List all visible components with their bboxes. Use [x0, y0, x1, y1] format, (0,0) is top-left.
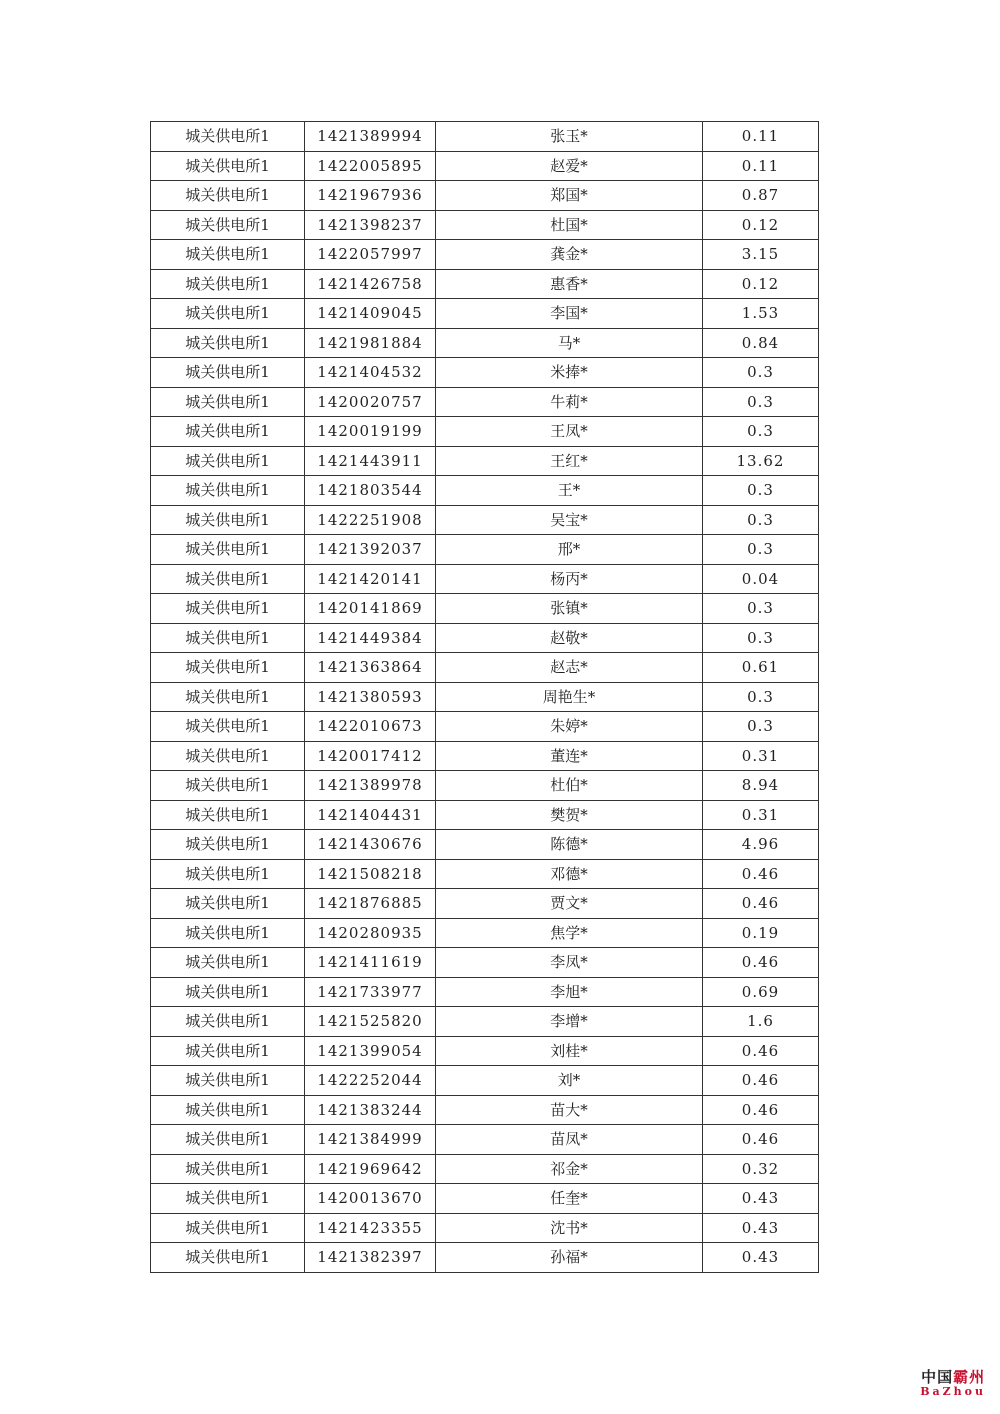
amount-cell: 0.46 [703, 1066, 819, 1096]
customer-name-cell: 邢* [436, 535, 703, 565]
amount-cell: 0.32 [703, 1154, 819, 1184]
customer-name-cell: 赵志* [436, 653, 703, 683]
account-number-cell: 1421398237 [305, 210, 436, 240]
table-row [151, 1184, 819, 1214]
amount-cell: 0.3 [703, 623, 819, 653]
account-number-cell: 1421404532 [305, 358, 436, 388]
amount-cell: 0.46 [703, 948, 819, 978]
amount-cell: 0.43 [703, 1213, 819, 1243]
account-number-cell: 1421508218 [305, 859, 436, 889]
account-number-cell: 1421443911 [305, 446, 436, 476]
record-table [150, 121, 819, 1273]
station-cell: 城关供电所1 [151, 623, 305, 653]
account-number-cell: 1421423355 [305, 1213, 436, 1243]
account-number-cell: 1420141869 [305, 594, 436, 624]
amount-cell: 1.6 [703, 1007, 819, 1037]
account-number-cell: 1421525820 [305, 1007, 436, 1037]
customer-name-cell: 龚金* [436, 240, 703, 270]
station-cell: 城关供电所1 [151, 181, 305, 211]
station-cell: 城关供电所1 [151, 564, 305, 594]
station-cell: 城关供电所1 [151, 1007, 305, 1037]
station-cell: 城关供电所1 [151, 712, 305, 742]
account-number-cell: 1420017412 [305, 741, 436, 771]
customer-name-cell: 董连* [436, 741, 703, 771]
customer-name-cell: 李凤* [436, 948, 703, 978]
amount-cell: 0.84 [703, 328, 819, 358]
account-number-cell: 1421449384 [305, 623, 436, 653]
account-number-cell: 1421411619 [305, 948, 436, 978]
watermark-title-suffix: 霸州 [953, 1368, 986, 1386]
amount-cell: 0.04 [703, 564, 819, 594]
amount-cell: 0.46 [703, 1125, 819, 1155]
amount-cell: 0.31 [703, 741, 819, 771]
station-cell: 城关供电所1 [151, 1095, 305, 1125]
customer-name-cell: 刘* [436, 1066, 703, 1096]
account-number-cell: 1422252044 [305, 1066, 436, 1096]
table-row [151, 181, 819, 211]
station-cell: 城关供电所1 [151, 1213, 305, 1243]
station-cell: 城关供电所1 [151, 299, 305, 329]
station-cell: 城关供电所1 [151, 151, 305, 181]
account-number-cell: 1420019199 [305, 417, 436, 447]
account-number-cell: 1421399054 [305, 1036, 436, 1066]
station-cell: 城关供电所1 [151, 594, 305, 624]
amount-cell: 0.3 [703, 417, 819, 447]
amount-cell: 0.43 [703, 1243, 819, 1273]
customer-name-cell: 邓德* [436, 859, 703, 889]
table-row [151, 535, 819, 565]
table-row [151, 240, 819, 270]
account-number-cell: 1421981884 [305, 328, 436, 358]
account-number-cell: 1422010673 [305, 712, 436, 742]
customer-name-cell: 樊贺* [436, 800, 703, 830]
watermark-subtitle: BaZhou [920, 1385, 986, 1398]
customer-name-cell: 任奎* [436, 1184, 703, 1214]
amount-cell: 13.62 [703, 446, 819, 476]
table-row [151, 328, 819, 358]
customer-name-cell: 李旭* [436, 977, 703, 1007]
account-number-cell: 1422251908 [305, 505, 436, 535]
table-row [151, 653, 819, 683]
table-row [151, 1095, 819, 1125]
amount-cell: 8.94 [703, 771, 819, 801]
amount-cell: 0.3 [703, 387, 819, 417]
station-cell: 城关供电所1 [151, 859, 305, 889]
table-row [151, 446, 819, 476]
customer-name-cell: 王凤* [436, 417, 703, 447]
station-cell: 城关供电所1 [151, 269, 305, 299]
customer-name-cell: 杜伯* [436, 771, 703, 801]
watermark-title [920, 1366, 986, 1387]
station-cell: 城关供电所1 [151, 417, 305, 447]
station-cell: 城关供电所1 [151, 1125, 305, 1155]
amount-cell: 0.3 [703, 712, 819, 742]
amount-cell: 0.46 [703, 889, 819, 919]
station-cell: 城关供电所1 [151, 1066, 305, 1096]
table-row [151, 476, 819, 506]
table-row [151, 1007, 819, 1037]
customer-name-cell: 苗大* [436, 1095, 703, 1125]
table-row [151, 387, 819, 417]
station-cell: 城关供电所1 [151, 948, 305, 978]
amount-cell: 1.53 [703, 299, 819, 329]
customer-name-cell: 赵爱* [436, 151, 703, 181]
account-number-cell: 1421363864 [305, 653, 436, 683]
table-row [151, 800, 819, 830]
station-cell: 城关供电所1 [151, 918, 305, 948]
table-row [151, 712, 819, 742]
table-row [151, 682, 819, 712]
table-row [151, 1066, 819, 1096]
amount-cell: 0.46 [703, 1036, 819, 1066]
account-number-cell: 1420013670 [305, 1184, 436, 1214]
account-number-cell: 1421876885 [305, 889, 436, 919]
amount-cell: 0.11 [703, 151, 819, 181]
customer-name-cell: 焦学* [436, 918, 703, 948]
record-table-body [151, 122, 819, 1273]
customer-name-cell: 马* [436, 328, 703, 358]
station-cell: 城关供电所1 [151, 328, 305, 358]
station-cell: 城关供电所1 [151, 800, 305, 830]
station-cell: 城关供电所1 [151, 653, 305, 683]
account-number-cell: 1420280935 [305, 918, 436, 948]
amount-cell: 0.19 [703, 918, 819, 948]
account-number-cell: 1421430676 [305, 830, 436, 860]
customer-name-cell: 陈德* [436, 830, 703, 860]
account-number-cell: 1421409045 [305, 299, 436, 329]
customer-name-cell: 张玉* [436, 122, 703, 152]
customer-name-cell: 贾文* [436, 889, 703, 919]
table-row [151, 830, 819, 860]
customer-name-cell: 郑国* [436, 181, 703, 211]
customer-name-cell: 惠香* [436, 269, 703, 299]
table-row [151, 623, 819, 653]
account-number-cell: 1421392037 [305, 535, 436, 565]
station-cell: 城关供电所1 [151, 771, 305, 801]
table-row [151, 505, 819, 535]
customer-name-cell: 朱婷* [436, 712, 703, 742]
station-cell: 城关供电所1 [151, 358, 305, 388]
watermark-title-prefix: 中国 [921, 1368, 954, 1386]
amount-cell: 4.96 [703, 830, 819, 860]
account-number-cell: 1421733977 [305, 977, 436, 1007]
table-row [151, 1036, 819, 1066]
table-row [151, 269, 819, 299]
table-row [151, 151, 819, 181]
table-row [151, 948, 819, 978]
customer-name-cell: 沈书* [436, 1213, 703, 1243]
customer-name-cell: 李国* [436, 299, 703, 329]
amount-cell: 0.31 [703, 800, 819, 830]
customer-name-cell: 王红* [436, 446, 703, 476]
table-row [151, 594, 819, 624]
account-number-cell: 1421383244 [305, 1095, 436, 1125]
account-number-cell: 1421420141 [305, 564, 436, 594]
table-row [151, 977, 819, 1007]
account-number-cell: 1422057997 [305, 240, 436, 270]
table-row [151, 1125, 819, 1155]
table-row [151, 299, 819, 329]
station-cell: 城关供电所1 [151, 1243, 305, 1273]
table-row [151, 122, 819, 152]
station-cell: 城关供电所1 [151, 741, 305, 771]
table-row [151, 358, 819, 388]
amount-cell: 0.3 [703, 535, 819, 565]
station-cell: 城关供电所1 [151, 446, 305, 476]
amount-cell: 0.3 [703, 594, 819, 624]
amount-cell: 0.46 [703, 859, 819, 889]
account-number-cell: 1421380593 [305, 682, 436, 712]
table-row [151, 564, 819, 594]
account-number-cell: 1421803544 [305, 476, 436, 506]
table-row [151, 1213, 819, 1243]
customer-name-cell: 杨丙* [436, 564, 703, 594]
customer-name-cell: 周艳生* [436, 682, 703, 712]
customer-name-cell: 米捧* [436, 358, 703, 388]
account-number-cell: 1421969642 [305, 1154, 436, 1184]
amount-cell: 3.15 [703, 240, 819, 270]
station-cell: 城关供电所1 [151, 830, 305, 860]
account-number-cell: 1421389994 [305, 122, 436, 152]
customer-name-cell: 牛莉* [436, 387, 703, 417]
table-row [151, 741, 819, 771]
amount-cell: 0.3 [703, 358, 819, 388]
account-number-cell: 1421404431 [305, 800, 436, 830]
station-cell: 城关供电所1 [151, 505, 305, 535]
amount-cell: 0.3 [703, 476, 819, 506]
station-cell: 城关供电所1 [151, 1036, 305, 1066]
table-row [151, 1243, 819, 1273]
amount-cell: 0.3 [703, 682, 819, 712]
amount-cell: 0.87 [703, 181, 819, 211]
site-watermark-logo [920, 1366, 986, 1398]
account-number-cell: 1420020757 [305, 387, 436, 417]
table-row [151, 1154, 819, 1184]
station-cell: 城关供电所1 [151, 210, 305, 240]
amount-cell: 0.12 [703, 269, 819, 299]
table-row [151, 859, 819, 889]
station-cell: 城关供电所1 [151, 122, 305, 152]
customer-name-cell: 王* [436, 476, 703, 506]
customer-name-cell: 孙福* [436, 1243, 703, 1273]
account-number-cell: 1421382397 [305, 1243, 436, 1273]
station-cell: 城关供电所1 [151, 1184, 305, 1214]
table-row [151, 918, 819, 948]
customer-name-cell: 张镇* [436, 594, 703, 624]
station-cell: 城关供电所1 [151, 682, 305, 712]
customer-name-cell: 苗凤* [436, 1125, 703, 1155]
customer-name-cell: 祁金* [436, 1154, 703, 1184]
station-cell: 城关供电所1 [151, 535, 305, 565]
amount-cell: 0.3 [703, 505, 819, 535]
station-cell: 城关供电所1 [151, 977, 305, 1007]
account-number-cell: 1421967936 [305, 181, 436, 211]
amount-cell: 0.11 [703, 122, 819, 152]
amount-cell: 0.12 [703, 210, 819, 240]
customer-name-cell: 李增* [436, 1007, 703, 1037]
table-row [151, 417, 819, 447]
customer-name-cell: 赵敬* [436, 623, 703, 653]
account-number-cell: 1421384999 [305, 1125, 436, 1155]
account-number-cell: 1421389978 [305, 771, 436, 801]
table-row [151, 771, 819, 801]
amount-cell: 0.43 [703, 1184, 819, 1214]
customer-name-cell: 刘桂* [436, 1036, 703, 1066]
table-row [151, 889, 819, 919]
station-cell: 城关供电所1 [151, 889, 305, 919]
account-number-cell: 1421426758 [305, 269, 436, 299]
station-cell: 城关供电所1 [151, 1154, 305, 1184]
station-cell: 城关供电所1 [151, 476, 305, 506]
amount-cell: 0.61 [703, 653, 819, 683]
table-row [151, 210, 819, 240]
station-cell: 城关供电所1 [151, 240, 305, 270]
station-cell: 城关供电所1 [151, 387, 305, 417]
account-number-cell: 1422005895 [305, 151, 436, 181]
amount-cell: 0.69 [703, 977, 819, 1007]
amount-cell: 0.46 [703, 1095, 819, 1125]
customer-name-cell: 吴宝* [436, 505, 703, 535]
customer-name-cell: 杜国* [436, 210, 703, 240]
